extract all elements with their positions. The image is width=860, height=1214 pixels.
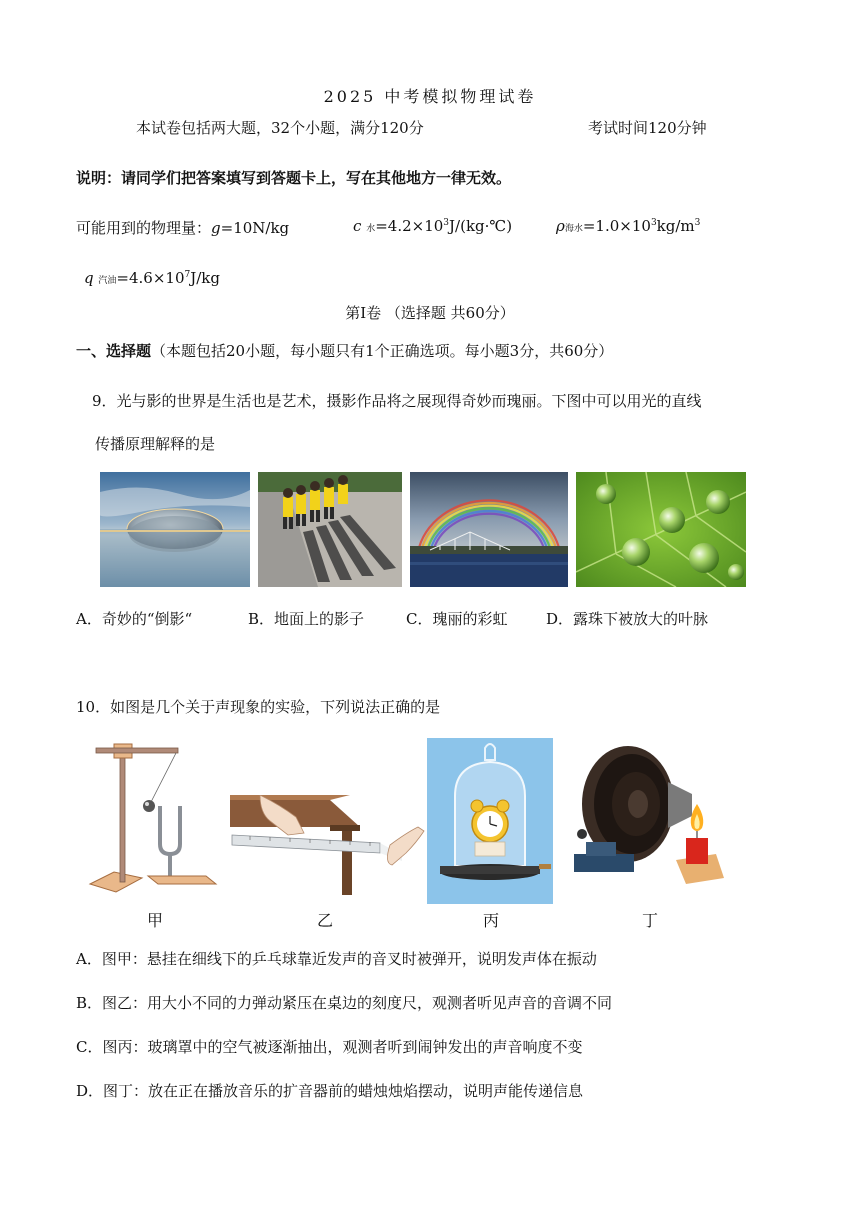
part1-desc: （本题包括20小题，每小题只有1个正确选项。每小题3分，共60分） — [151, 342, 614, 360]
q9-photo-d-dewdrops — [576, 472, 746, 587]
q10-figure-jia-tuning-fork — [86, 736, 226, 898]
q10-figure-yi-ruler — [230, 795, 425, 898]
const-rho-sub: 海水 — [564, 224, 583, 234]
q9-stem-line2: 传播原理解释的是 — [95, 435, 216, 453]
const-rho-value: =1.0×10 — [582, 217, 651, 235]
const-c — [353, 217, 512, 235]
q9-stem-line1: 9．光与影的世界是生活也是艺术，摄影作品将之展现得奇妙而瑰丽。下图中可以用光的直线 — [92, 392, 702, 410]
q10-option-b: B．图乙：用大小不同的力弹动紧压在桌边的刻度尺，观测者听见声音的音调不同 — [76, 994, 613, 1012]
const-g-symbol: g — [211, 219, 221, 237]
const-q — [84, 269, 220, 287]
const-q-symbol: q — [84, 269, 94, 287]
q9-photo-b-shadows — [258, 472, 402, 587]
const-rho — [556, 217, 700, 235]
q10-label-ding: 丁 — [642, 911, 659, 930]
q10-option-a: A．图甲：悬挂在细线下的乒乓球靠近发声的音叉时被弹开，说明发声体在振动 — [76, 950, 597, 968]
const-rho-unit-exp: 3 — [694, 218, 701, 228]
part1-heading: 一、选择题 — [76, 342, 152, 360]
constants-line — [76, 217, 289, 238]
const-rho-exp: 3 — [650, 218, 657, 228]
q10-label-jia: 甲 — [147, 911, 164, 930]
const-rho-unit: kg/m — [656, 217, 695, 235]
exam-title: 2025 中考模拟物理试卷 — [323, 87, 537, 106]
const-g-value: =10N/kg — [220, 219, 290, 237]
q9-option-b: B．地面上的影子 — [248, 610, 365, 628]
q10-label-yi: 乙 — [317, 911, 334, 930]
q10-option-c: C．图丙：玻璃罩中的空气被逐渐抽出，观测者听到闹钟发出的声音响度不变 — [76, 1038, 583, 1056]
const-q-exp: 7 — [184, 270, 191, 280]
const-c-sub: 水 — [366, 224, 376, 234]
const-q-unit: J/kg — [190, 269, 220, 287]
q9-option-d: D．露珠下被放大的叶脉 — [546, 610, 709, 628]
exam-info-left: 本试卷包括两大题，32个小题，满分120分 — [136, 119, 424, 137]
section-heading: 第I卷 （选择题 共60分） — [345, 304, 515, 322]
const-c-exp: 3 — [443, 218, 450, 228]
constants-label: 可能用到的物理量： — [76, 219, 212, 237]
q9-photo-a-reflection — [100, 472, 250, 587]
q10-figure-bing-bell-jar — [427, 738, 553, 904]
q10-option-d: D．图丁：放在正在播放音乐的扩音器前的蜡烛烛焰摆动，说明声能传递信息 — [76, 1082, 584, 1100]
const-c-symbol: c — [353, 217, 362, 235]
q9-option-a: A．奇妙的“倒影“ — [76, 610, 193, 628]
q9-photo-c-rainbow — [410, 472, 568, 587]
part1-line — [76, 340, 613, 361]
const-rho-symbol: ρ — [556, 217, 565, 235]
const-q-value: =4.6×10 — [116, 269, 185, 287]
exam-info-right: 考试时间120分钟 — [588, 119, 707, 137]
q10-label-bing: 丙 — [483, 911, 500, 930]
instructions-note: 说明：请同学们把答案填写到答题卡上，写在其他地方一律无效。 — [76, 169, 512, 187]
const-c-value: =4.2×10 — [375, 217, 444, 235]
const-q-sub: 汽油 — [98, 276, 117, 286]
const-c-unit: J/(kg·℃) — [449, 217, 513, 235]
q10-stem: 10．如图是几个关于声现象的实验，下列说法正确的是 — [76, 698, 441, 716]
q9-option-c: C．瑰丽的彩虹 — [406, 610, 508, 628]
q10-figure-ding-speaker — [568, 742, 728, 900]
